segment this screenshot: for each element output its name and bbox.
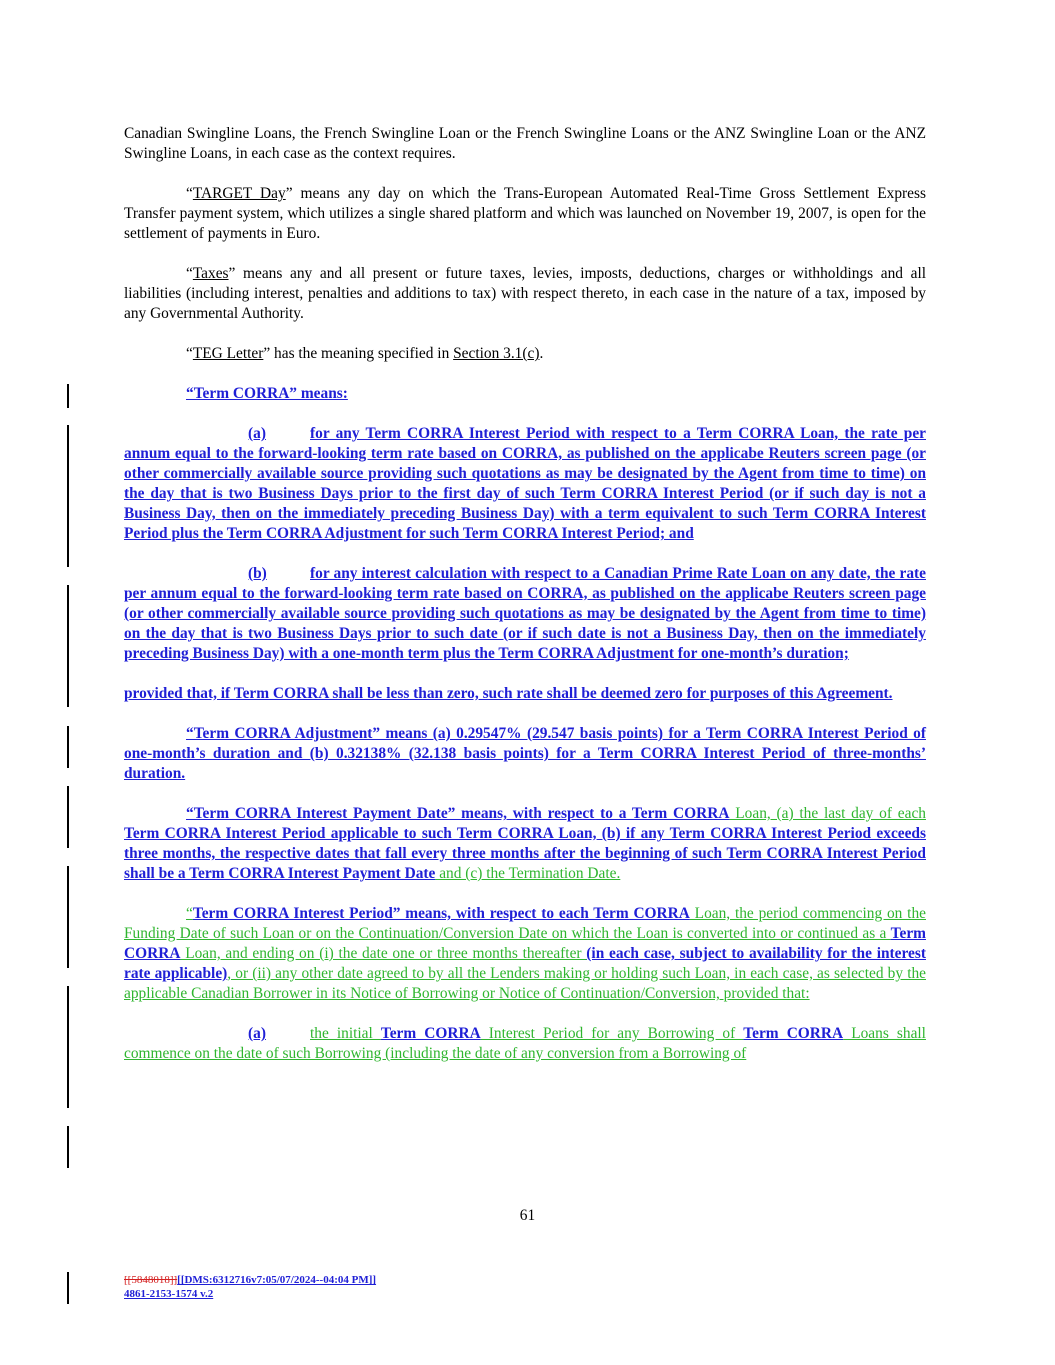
change-bar	[67, 986, 69, 1108]
definition-text: ” means any and all present or future taxes, levies, imposts, deductions, charges or withholdings and all liabilities (including interest, penalties and additions to tax) with respect thereto, in each case in the nature of a tax, imposed by any Governmental Authority.	[124, 265, 926, 322]
moved-text: Loans shall commence on the date of such Borrowing (including the date of any conversion from a Borrowing of	[124, 1025, 926, 1062]
change-bar	[67, 585, 69, 707]
inserted-text: “Term CORRA” means:	[186, 385, 348, 402]
definition-interest-payment-date	[124, 804, 926, 884]
inserted-text: for any interest calculation with respect to a Canadian Prime Rate Loan on any date, the rate per annum equal to the forward-looking term rate based on CORRA, as published on the applicabe Reuters screen page (or other commercially available source providing such quotations as may be designated by the Agent from time to time) on the day that is two Business Days prior to such date (or if such date is not a Business Day, then on the immediately preceding Business Day) with a one-month term plus the Term CORRA Adjustment for one-month’s duration;	[124, 565, 926, 662]
inserted-text: “Term CORRA Interest Payment Date” means, with respect to a Term CORRA	[186, 805, 730, 822]
definition-text: ” has the meaning specified in	[263, 345, 454, 362]
moved-text: “	[186, 905, 193, 922]
document-body	[124, 124, 926, 1064]
change-bar	[67, 384, 69, 408]
change-bar	[67, 866, 69, 968]
footer-dms-line	[124, 1273, 376, 1287]
paragraph-swingline: Canadian Swingline Loans, the French Swingline Loan or the French Swingline Loans or the ANZ Swingline Loan or the ANZ Swingline Loans, in each case as the context requires.	[124, 125, 926, 162]
inserted-text: Term CORRA Interest Period applicable to such Term CORRA Loan, (b) if any Term CORRA Interest Period exceeds three months, the respective dates that fall every three months after the beginning of such Term CORRA Interest Period shall be a Term CORRA Interest Payment Date	[124, 825, 926, 882]
clause-a	[124, 424, 926, 544]
definition-term-corra-heading	[124, 384, 926, 404]
page-number: 61	[519, 1207, 536, 1224]
definition-text: ” means any day on which the Trans-European Automated Real-Time Gross Settlement Express Transfer payment system, which utilizes a single shared platform and which was launched on November 19, 2007, is open for the settlement of payments in Euro.	[124, 185, 926, 242]
defined-term: TARGET Day	[192, 185, 286, 202]
definition-teg-letter: “TEG Letter” has the meaning specified in Section 3.1(c).	[186, 345, 544, 362]
document-footer	[124, 1273, 376, 1301]
definition-taxes: “Taxes” means any and all present or future taxes, levies, imposts, deductions, charges or withholdings and all liabilities (including interest, penalties and additions to tax) with respect thereto, in each case in the nature of a tax, imposed by any Governmental Authority.	[124, 265, 926, 322]
punctuation: .	[539, 345, 544, 362]
inserted-text: provided that, if Term CORRA shall be less than zero, such rate shall be deemed zero for purposes of this Agreement.	[124, 685, 893, 702]
moved-text: Loan, (a) the last day of each	[729, 805, 926, 822]
clause-label: (b)	[248, 565, 267, 582]
defined-term: TEG Letter	[192, 345, 264, 362]
clause-label: (a)	[248, 1025, 266, 1042]
change-bar	[67, 786, 69, 848]
moved-text: Interest Period for any Borrowing of	[480, 1025, 744, 1042]
inserted-text: Term CORRA Interest Period” means, with respect to each Term CORRA	[192, 905, 690, 922]
section-reference: Section 3.1(c)	[453, 345, 540, 362]
clause-b	[124, 564, 926, 664]
definition-interest-period	[124, 904, 926, 1004]
definition-target-day: “TARGET Day” means any day on which the Trans-European Automated Real-Time Gross Settlement Express Transfer payment system, which utilizes a single shared platform and which was launched on November 19, 2007, is open for the settlement of payments in Euro.	[124, 185, 926, 242]
change-bar	[67, 1126, 69, 1168]
inserted-text: Term CORRA	[380, 1025, 481, 1042]
footer-doc-id: 4861-2153-1574 v.2	[124, 1288, 214, 1300]
inserted-text: [[DMS:6312716v7:05/07/2024--04:04 PM]]	[177, 1274, 377, 1286]
inserted-text: Term CORRA	[743, 1025, 844, 1042]
inserted-text: (in each case, subject to availability for the interest rate applicable)	[124, 945, 926, 982]
moved-text: and (c) the Termination Date.	[435, 865, 621, 882]
change-bar	[67, 1272, 69, 1304]
moved-text: , or (ii) any other date agreed to by all the Lenders making or holding such Loan, in each case, as selected by the applicable Canadian Borrower in its Notice of Borrowing or Notice of Continuation/Conversion, provided that:	[124, 965, 926, 1002]
inserted-text: Term CORRA	[124, 925, 926, 962]
moved-text: Loan, and ending on (i) the date one or three months thereafter	[180, 945, 587, 962]
moved-text: Loan, the period commencing on the Funding Date of such Loan or on the Continuation/Conversion Date on which the Loan is converted into or continued as a	[124, 905, 926, 942]
moved-text: the initial	[310, 1025, 381, 1042]
inserted-text: “Term CORRA Adjustment” means (a) 0.29547% (29.547 basis points) for a Term CORRA Interest Period of one-month’s duration and (b) 0.32138% (32.138 basis points) for a Term CORRA Interest Period of three-months’ duration.	[124, 725, 926, 782]
deleted-text: [[5848018]]	[124, 1274, 178, 1286]
proviso	[124, 684, 926, 704]
clause-initial-period	[124, 1024, 926, 1064]
defined-term: Taxes	[192, 265, 229, 282]
definition-term-corra-adjustment	[124, 724, 926, 784]
change-bar	[67, 726, 69, 768]
clause-label: (a)	[248, 425, 266, 442]
change-bar	[67, 425, 69, 567]
inserted-text: for any Term CORRA Interest Period with respect to a Term CORRA Loan, the rate per annum equal to the forward-looking term rate based on CORRA, as published on the applicabe Reuters screen page (or other commercially available source providing such quotations as may be designated by the Agent from time to time) on the day that is two Business Days prior to the first day of such Term CORRA Interest Period (or if such day is not a Business Day, then on the immediately preceding Business Day) with a term equivalent to such Term CORRA Interest Period plus the Term CORRA Adjustment for such Term CORRA Interest Period; and	[124, 425, 926, 542]
